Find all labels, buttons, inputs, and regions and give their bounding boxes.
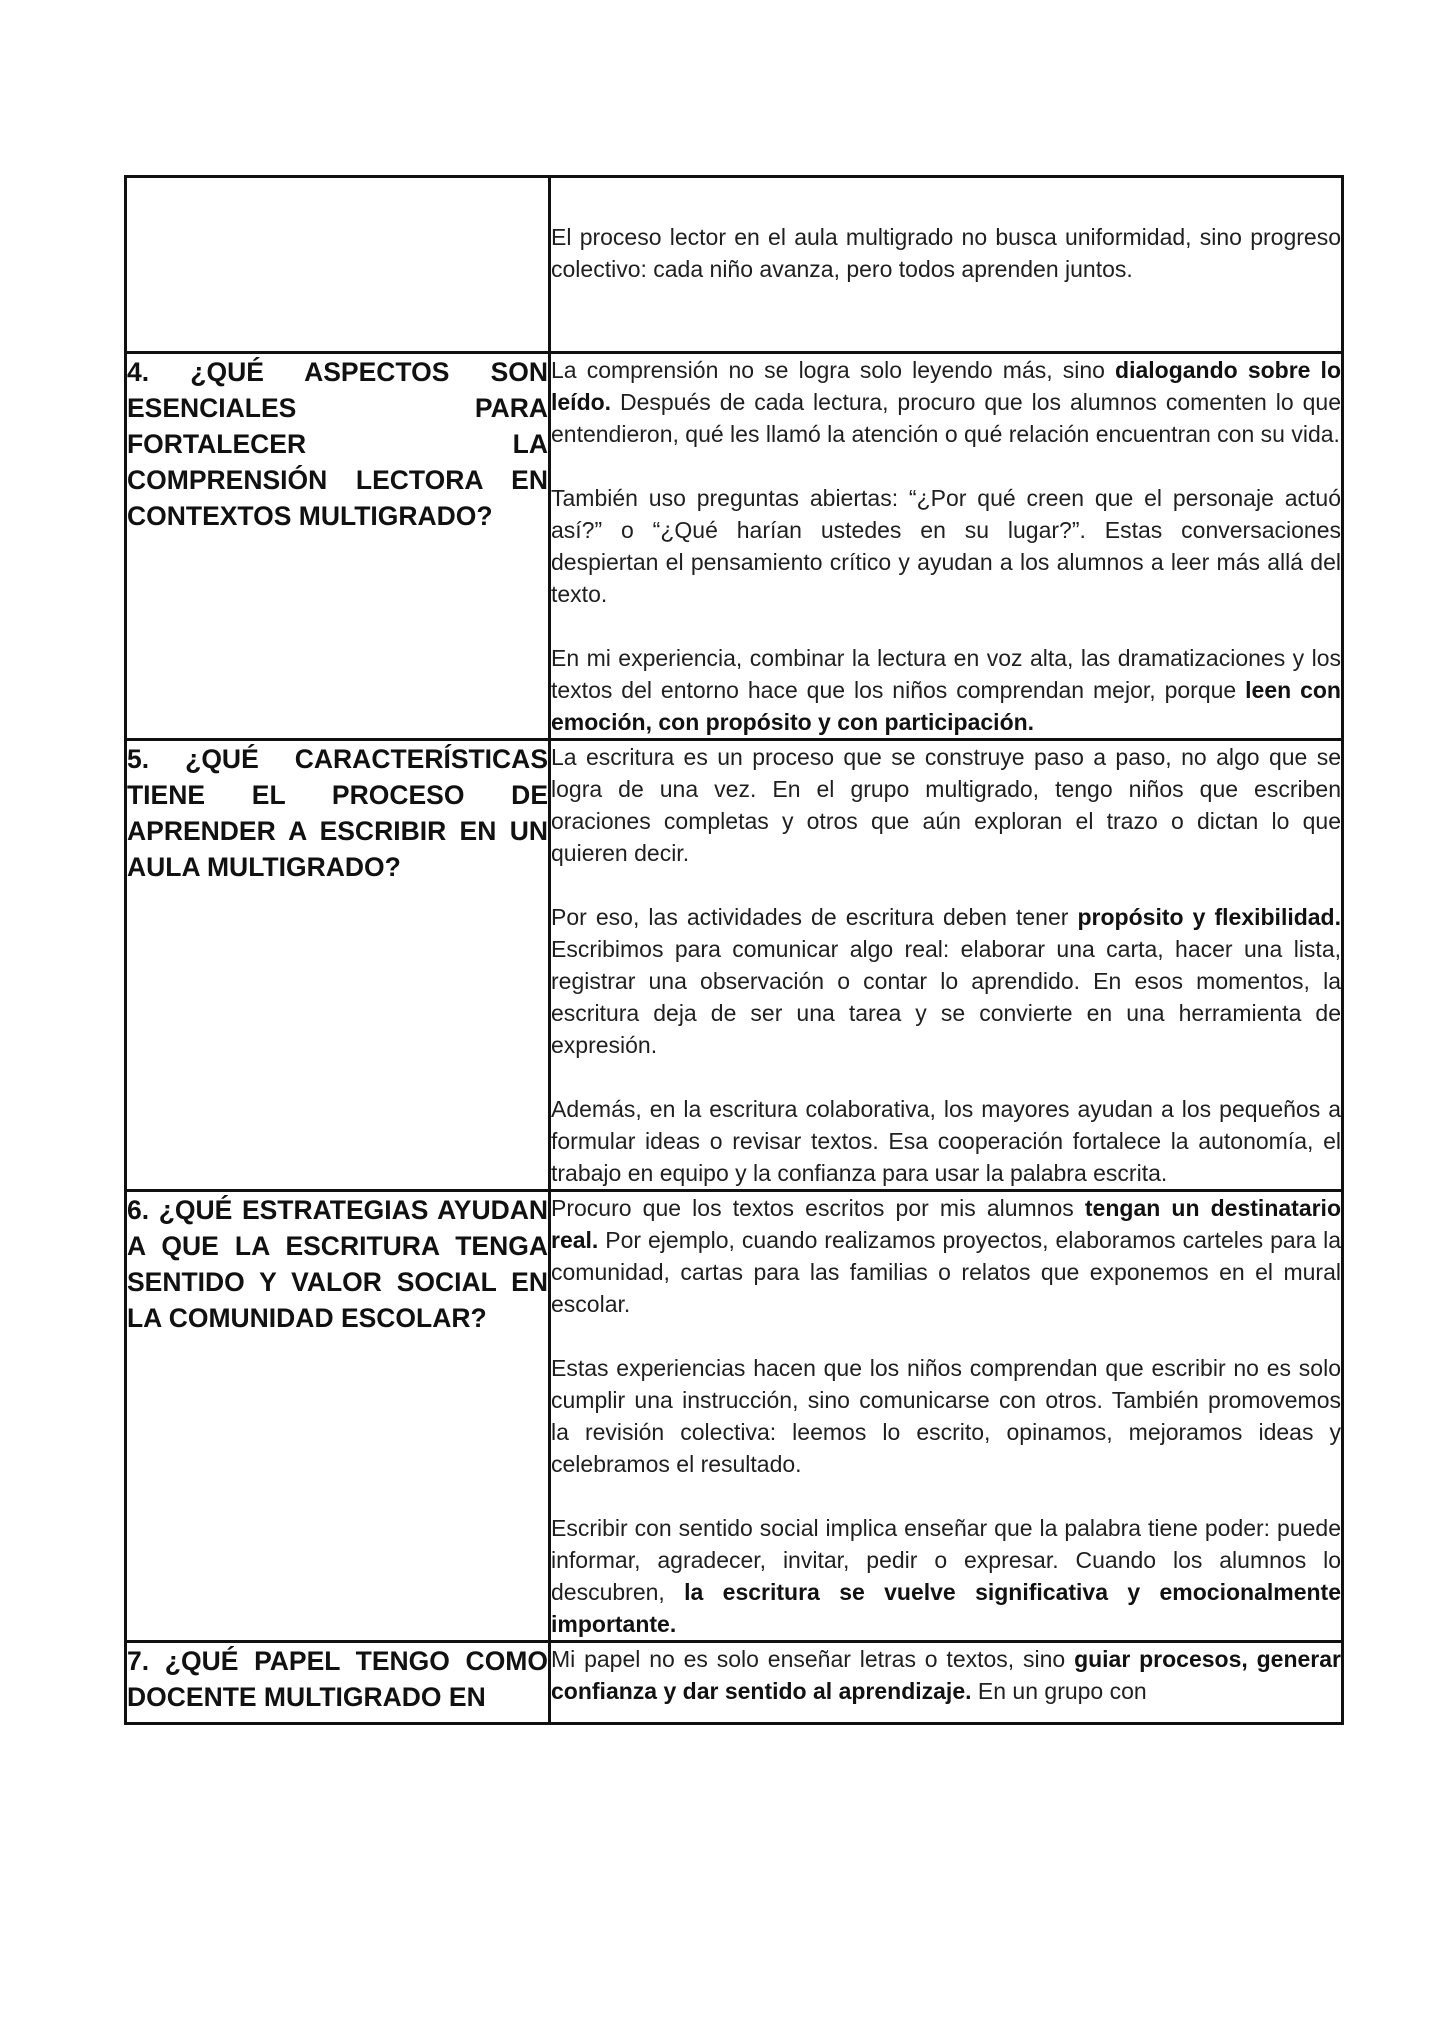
question-cell: 4. ¿QUÉ ASPECTOS SON ESENCIALES PARA FORTALECER LA COMPRENSIÓN LECTORA EN CONTEXTOS MULTIGRADO? xyxy=(126,353,550,740)
answer-paragraph xyxy=(551,1093,1341,1189)
answer-paragraph xyxy=(551,354,1341,450)
table-row xyxy=(126,177,1343,353)
answer-text: Mi papel no es solo enseñar letras o textos, sino xyxy=(551,1646,1075,1672)
answer-text: Además, en la escritura colaborativa, los mayores ayudan a los pequeños a formular ideas o revisar textos. Esa cooperación fortalece la autonomía, el trabajo en equipo y la confianza para usar la palabra escrita. xyxy=(551,1096,1341,1186)
answer-text: También uso preguntas abiertas: “¿Por qué creen que el personaje actuó así?” o “¿Qué harían ustedes en su lugar?”. Estas conversaciones despiertan el pensamiento crítico y ayudan a los alumnos a leer más allá del texto. xyxy=(551,485,1341,607)
qa-table xyxy=(124,175,1344,1725)
answer-emphasis: tengan un destinatario real. xyxy=(551,1195,1341,1253)
answer-text: En mi experiencia, combinar la lectura en voz alta, las dramatizaciones y los textos del entorno hace que los niños comprendan mejor, porque xyxy=(551,645,1341,703)
answer-emphasis: la escritura se vuelve significativa y emocionalmente importante. xyxy=(551,1579,1341,1637)
answer-text: Por eso, las actividades de escritura deben tener xyxy=(551,904,1078,930)
answer-text: El proceso lector en el aula multigrado no busca uniformidad, sino progreso colectivo: cada niño avanza, pero todos aprenden juntos. xyxy=(551,224,1341,282)
answer-cell xyxy=(550,353,1343,740)
answer-paragraph xyxy=(551,482,1341,610)
answer-cell xyxy=(550,1191,1343,1642)
answer-cell xyxy=(550,1642,1343,1724)
answer-text: Escribir con sentido social implica enseñar que la palabra tiene poder: puede informar, agradecer, invitar, pedir o expresar. Cuando los alumnos lo descubren, xyxy=(551,1515,1341,1605)
answer-emphasis: guiar procesos, generar confianza y dar sentido al aprendizaje. xyxy=(551,1646,1341,1704)
table-row xyxy=(126,1642,1343,1724)
table-row xyxy=(126,353,1343,740)
table-row xyxy=(126,1191,1343,1642)
answer-text: En un grupo con xyxy=(971,1678,1147,1704)
answer-paragraph xyxy=(551,1643,1341,1707)
question-cell: 5. ¿QUÉ CARACTERÍSTICAS TIENE EL PROCESO DE APRENDER A ESCRIBIR EN UN AULA MULTIGRADO? xyxy=(126,740,550,1191)
answer-emphasis: leen con emoción, con propósito y con participación. xyxy=(551,677,1341,735)
answer-paragraph xyxy=(551,901,1341,1061)
answer-text: Después de cada lectura, procuro que los alumnos comenten lo que entendieron, qué les llamó la atención o qué relación encuentran con su vida. xyxy=(551,389,1341,447)
answer-text: La escritura es un proceso que se construye paso a paso, no algo que se logra de una vez. En el grupo multigrado, tengo niños que escriben oraciones completas y otros que aún exploran el trazo o dictan lo que quieren decir. xyxy=(551,744,1341,866)
answer-text: Por ejemplo, cuando realizamos proyectos, elaboramos carteles para la comunidad, cartas para las familias o relatos que exponemos en el mural escolar. xyxy=(551,1227,1341,1317)
answer-emphasis: propósito y flexibilidad. xyxy=(1077,904,1342,930)
answer-paragraph xyxy=(551,741,1341,869)
answer-paragraph xyxy=(551,642,1341,738)
answer-paragraph xyxy=(551,1352,1341,1480)
answer-text: La comprensión no se logra solo leyendo más, sino xyxy=(551,357,1116,383)
question-cell xyxy=(126,177,550,353)
answer-text: Estas experiencias hacen que los niños comprendan que escribir no es solo cumplir una instrucción, sino comunicarse con otros. También promovemos la revisión colectiva: leemos lo escrito, opinamos, mejoramos ideas y celebramos el resultado. xyxy=(551,1355,1341,1477)
answer-emphasis: dialogando sobre lo leído. xyxy=(551,357,1341,415)
answer-paragraph xyxy=(551,1192,1341,1320)
answer-text: Escribimos para comunicar algo real: elaborar una carta, hacer una lista, registrar una observación o contar lo aprendido. En esos momentos, la escritura deja de ser una tarea y se convierte en una herramienta de expresión. xyxy=(551,936,1341,1058)
question-cell: 6. ¿QUÉ ESTRATEGIAS AYUDAN A QUE LA ESCRITURA TENGA SENTIDO Y VALOR SOCIAL EN LA COMUNIDAD ESCOLAR? xyxy=(126,1191,550,1642)
question-cell: 7. ¿QUÉ PAPEL TENGO COMO DOCENTE MULTIGRADO EN xyxy=(126,1642,550,1724)
table-row xyxy=(126,740,1343,1191)
answer-cell xyxy=(550,740,1343,1191)
answer-paragraph xyxy=(551,1512,1341,1640)
answer-text: Procuro que los textos escritos por mis alumnos xyxy=(551,1195,1085,1221)
answer-cell xyxy=(550,177,1343,353)
answer-paragraph xyxy=(551,221,1341,285)
qa-table-body xyxy=(126,177,1343,1724)
